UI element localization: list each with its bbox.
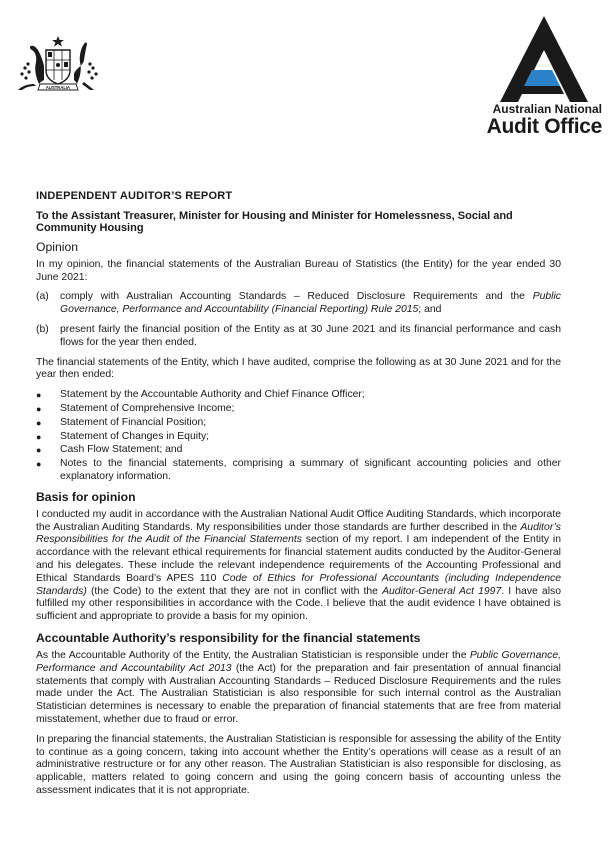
list-item: ● Cash Flow Statement; and: [36, 444, 183, 456]
comprise-intro: The financial statements of the Entity, which I have audited, comprise the following as at 30 June 2021 and for the year then ended:: [36, 356, 561, 381]
basis-paragraph: I conducted my audit in accordance with the Australian National Audit Office Auditing Standards, which incorporate the Australian Auditing Standards. My responsibilities under those standards are further described in the Auditor’s Responsibilities for the Audit of the Financial Statements section of my report. I am independent of the Entity in accordance with the relevant ethical requirements for financial statement audits conducted by the Auditor-General and his delegates. These include the relevant independence requirements of the Accounting Professional and Ethical Standards Board’s APES 110 Code of Ethics for Professional Accountants (including Independence Standards) (the Code) to the extent that they are not in conflict with the Auditor-General Act 1997. I have also fulfilled my other responsibilities in accordance with the Code. I believe that the audit evidence I have obtained is sufficient and appropriate to provide a basis for my opinion.: [36, 508, 561, 623]
list-item: ● Statement by the Accountable Authority and Chief Finance Officer;: [36, 389, 365, 401]
statements-list: [36, 389, 561, 484]
item-text: present fairly the financial position of the Entity as at 30 June 2021 and its financial performance and cash flows for the year then ended.: [60, 323, 561, 348]
list-item: ● Notes to the financial statements, comprising a summary of significant accounting policies and other explanatory information.: [36, 458, 561, 482]
item-text: comply with Australian Accounting Standards – Reduced Disclosure Requirements and the Public Governance, Performance and Accountability (Financial Reporting) Rule 2015; and: [60, 291, 561, 316]
bullet-icon: ●: [36, 431, 42, 442]
page-header: [0, 0, 610, 160]
org-name-line2: Audit Office: [486, 115, 602, 138]
list-item: ● Statement of Changes in Equity;: [36, 430, 210, 442]
bullet-icon: ●: [36, 417, 42, 428]
responsibility-paragraph-1: As the Accountable Authority of the Entity, the Australian Statistician is responsible under the Public Governance, Performance and Accountability Act 2013 (the Act) for the preparation and fair presentation of annual financial statements that comply with Australian Accounting Standards – Reduced Disclosure Requirements and the rules made under the Act. The Australian Statistician is also responsible for such internal control as the Australian Statistician determines is necessary to enable the preparation of financial statements that are free from material misstatement, whether due to fraud or error.: [36, 649, 561, 725]
responsibility-paragraph-2: In preparing the financial statements, the Australian Statistician is responsible for assessing the ability of the Entity to continue as a going concern, taking into account whether the Entity’s operations will cease as a result of an administrative restructure or for any other reason. The Australian Statistician is also responsible for disclosing, as applicable, matters related to going concern and using the going concern basis of accounting unless the assessment indicates that it is not appropriate.: [36, 733, 561, 796]
opinion-item-b: [36, 324, 561, 350]
basis-heading: Basis for opinion: [36, 489, 136, 504]
opinion-heading: Opinion: [36, 239, 79, 254]
report-title: INDEPENDENT AUDITOR’S REPORT: [36, 190, 233, 202]
anao-triangle-logo-icon: [488, 14, 588, 106]
opinion-item-a: [36, 291, 561, 317]
org-name-line1: Australian National: [492, 102, 602, 116]
responsibility-heading: Accountable Authority’s responsibility for the financial statements: [36, 630, 421, 645]
bullet-icon: ●: [36, 390, 42, 401]
list-item: ● Statement of Comprehensive Income;: [36, 402, 235, 414]
bullet-icon: ●: [36, 403, 42, 414]
report-body: [36, 190, 561, 805]
crest-banner-text: AUSTRALIA: [45, 85, 71, 90]
bullet-icon: ●: [36, 459, 42, 470]
addressee: To the Assistant Treasurer, Minister for Housing and Minister for Homelessness, Social and Community Housing: [36, 209, 513, 235]
item-number: (b): [36, 323, 49, 335]
bullet-icon: ●: [36, 445, 42, 456]
opinion-intro: In my opinion, the financial statements of the Australian Bureau of Statistics (the Entity) for the year ended 30 June 2021:: [36, 258, 561, 283]
commonwealth-coat-of-arms-icon: [10, 34, 106, 94]
list-item: ● Statement of Financial Position;: [36, 416, 207, 428]
item-number: (a): [36, 291, 49, 303]
